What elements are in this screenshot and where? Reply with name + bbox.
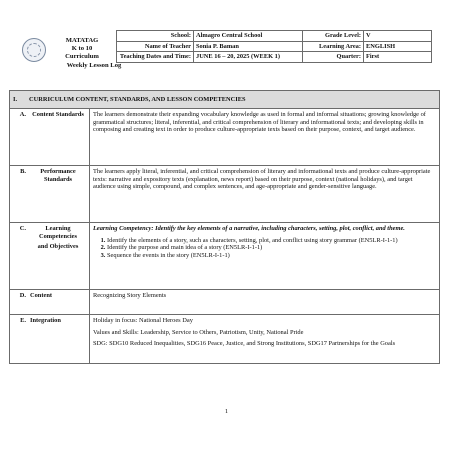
grade-level-label: Grade Level: [303, 31, 364, 42]
teaching-dates-value: JUNE 16 – 20, 2025 (WEEK 1) [194, 52, 303, 63]
row-label: and Objectives [37, 243, 79, 251]
row-letter: D. [19, 292, 26, 299]
integration-row [10, 315, 440, 364]
objective-item: 2. Identify the purpose and main idea of a story (EN5LR-I-1-1) [107, 244, 436, 252]
teacher-label: Name of Teacher [117, 41, 194, 52]
brand-line: K to 10 [71, 45, 93, 53]
learning-area-label: Learning Area: [303, 41, 364, 52]
teacher-value: Sonia P. Baman [194, 41, 303, 52]
section-number: I. [13, 95, 18, 103]
row-label: Integration [30, 317, 61, 324]
performance-standards-row [10, 166, 440, 223]
content-standards-row [10, 109, 440, 166]
values-skills-text: Values and Skills: Leadership, Service to Others, Patriotism, Unity, National Pride [93, 328, 304, 336]
curriculum-brand [48, 37, 122, 70]
row-letter: E. [20, 317, 26, 324]
row-label: Content Standards [32, 111, 84, 118]
objectives-list [93, 237, 436, 260]
grade-level-value: V [364, 31, 432, 42]
content-label [10, 290, 90, 315]
performance-standards-label [10, 166, 90, 223]
school-value: Almagro Central School [194, 31, 303, 42]
objective-item: 3. Sequence the events in the story (EN5LR-I-1-1) [107, 252, 436, 260]
row-label: Learning Competencies [39, 225, 77, 240]
sdg-text: SDG: SDG10 Reduced Inequalities, SDG16 Peace, Justice, and Strong Institutions, SDG17 Partnerships for the Goals [93, 340, 396, 348]
content-standards-label [10, 109, 90, 166]
row-label: Content [30, 292, 53, 299]
section-header-row [10, 91, 440, 109]
header-info-table [116, 30, 432, 63]
content-text: Recognizing Story Elements [90, 290, 440, 315]
learning-area-value: ENGLISH [364, 41, 432, 52]
holiday-focus-text: Holiday in focus: National Heroes Day [93, 317, 193, 324]
teaching-dates-label: Teaching Dates and Time: [117, 52, 194, 63]
learning-competencies-label [10, 223, 90, 290]
content-row [10, 290, 440, 315]
objective-item: 1. Identify the elements of a story, such as characters, setting, plot, and conflict using story grammar (EN5LR-I-1-1) [107, 237, 436, 245]
row-letter: C. [19, 225, 26, 232]
row-letter: A. [19, 111, 26, 118]
page-number: 1 [224, 408, 229, 415]
brand-line: Weekly Lesson Log [66, 61, 122, 69]
integration-label [10, 315, 90, 364]
learning-competencies-content [90, 223, 440, 290]
deped-seal-icon [22, 38, 46, 62]
school-label: School: [117, 31, 194, 42]
brand-line: MATATAG [65, 37, 99, 44]
learning-competency-text: Learning Competency: Identify the key elements of a narrative, including characters, setting, plot, conflict, and theme. [93, 225, 405, 232]
brand-line: Curriculum [65, 53, 99, 61]
quarter-value: First [364, 52, 432, 63]
section-title [10, 91, 440, 109]
row-letter: B. [20, 168, 26, 175]
section-title-text: CURRICULUM CONTENT, STANDARDS, AND LESSON COMPETENCIES [29, 95, 246, 103]
content-standards-text: The learners demonstrate their expanding vocabulary knowledge as used in formal and informal situations; growing knowledge of grammatical structures; literal, inferential, and critical comprehension of literary and informational texts; and developing skills in composing and creating text in order to produce culture-appropriate texts based on their purpose, context, and target audience. [90, 109, 440, 166]
performance-standards-text: The learners apply literal, inferential, and critical comprehension of literary and informational texts and produce culture-appropriate texts: narrative and expository texts (explanation, news report) based on their purpose, context (national holidays), and target audience using simple, compound, and complex sentences, and age-appropriate and gender-sensitive language. [90, 166, 440, 223]
lesson-log-table [9, 90, 440, 364]
row-label: Performance Standards [40, 168, 76, 183]
quarter-label: Quarter: [303, 52, 364, 63]
integration-content [90, 315, 440, 364]
learning-competencies-row [10, 223, 440, 290]
